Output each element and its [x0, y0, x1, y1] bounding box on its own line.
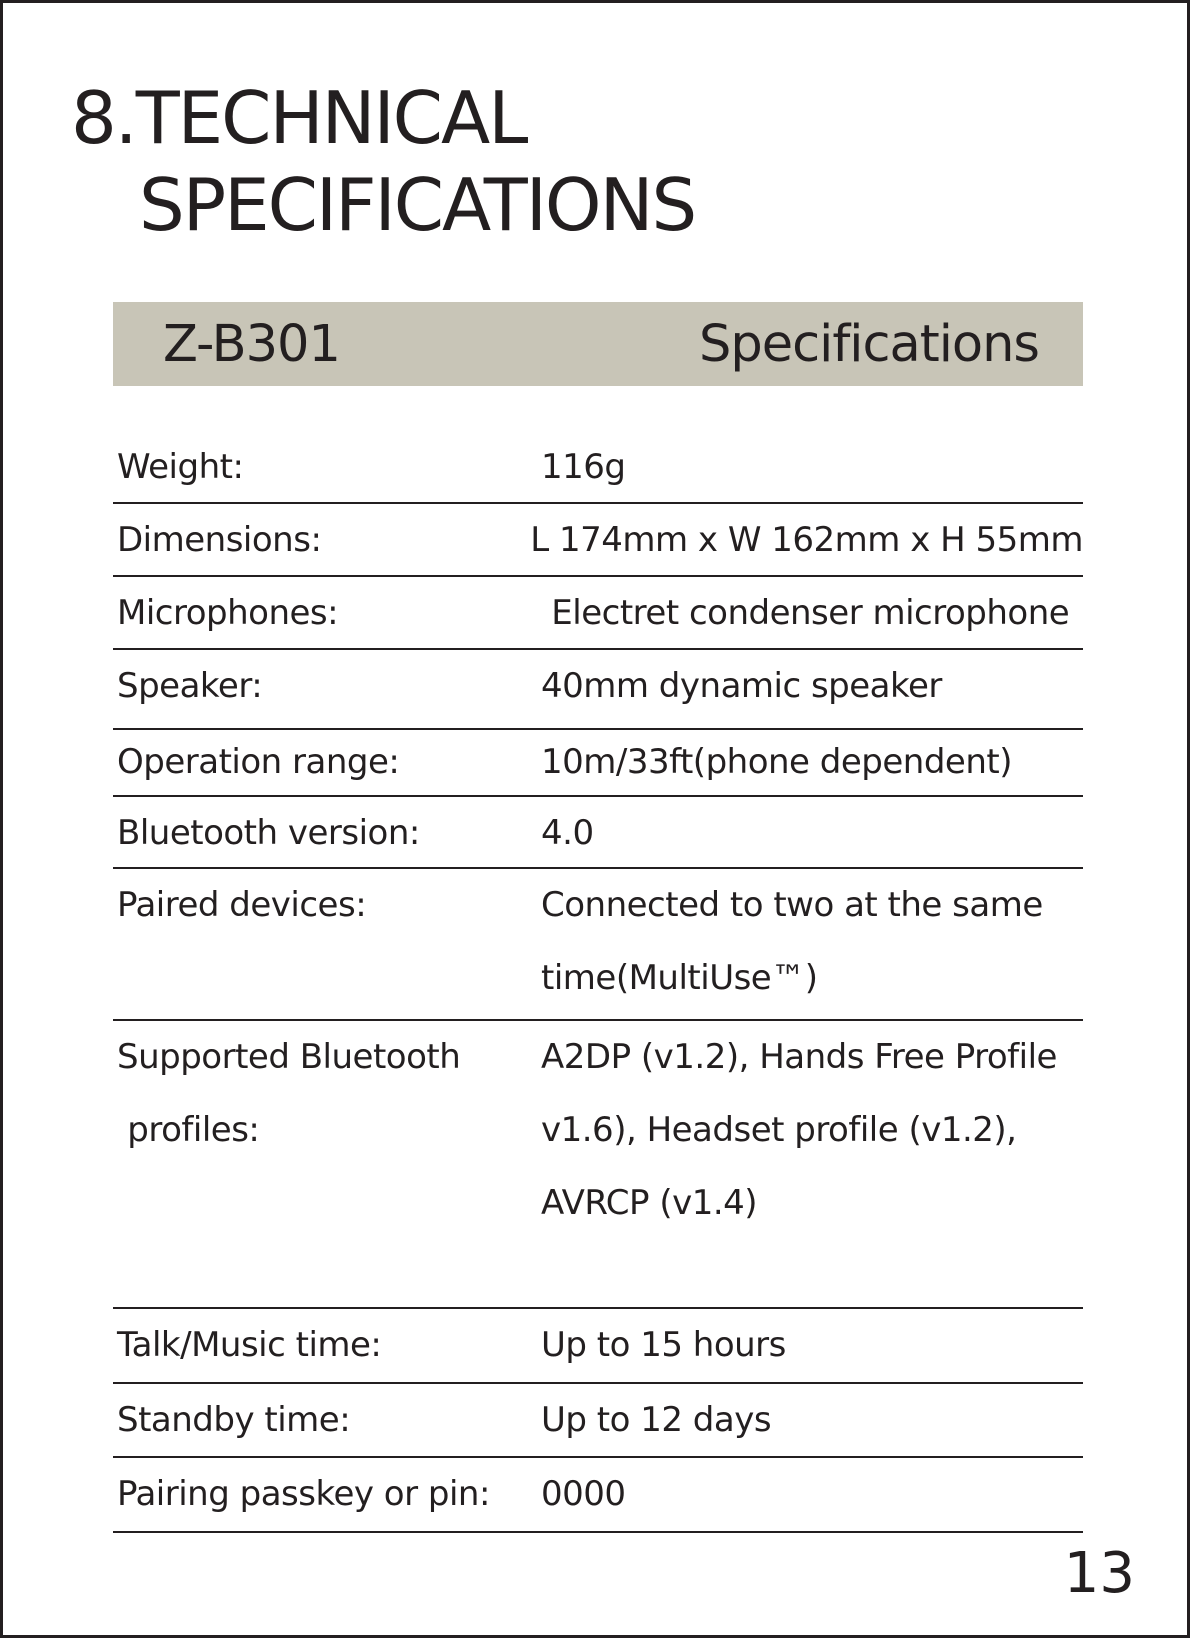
title-line-2: SPECIFICATIONS	[139, 163, 696, 247]
spec-row-bluetooth-profiles	[113, 1021, 1083, 1309]
spec-value: Connected to two at the same time(MultiUse™)	[541, 885, 1043, 998]
spec-value: 10m/33ft(phone dependent)	[541, 742, 1012, 782]
spec-value: 116g	[541, 447, 626, 487]
spec-row-standby-time	[113, 1384, 1083, 1458]
model-name: Z-B301	[163, 314, 340, 374]
spec-table	[113, 431, 1083, 1533]
spec-label: Talk/Music time:	[117, 1325, 382, 1365]
spec-row-speaker	[113, 650, 1083, 730]
spec-label: Pairing passkey or pin:	[117, 1474, 490, 1514]
spec-row-microphones	[113, 577, 1083, 650]
spec-value: A2DP (v1.2), Hands Free Profile v1.6), Headset profile (v1.2), AVRCP (v1.4)	[541, 1037, 1057, 1223]
spec-label: Dimensions:	[117, 520, 322, 560]
spec-table-header	[113, 302, 1083, 386]
spec-value: Up to 15 hours	[541, 1325, 786, 1365]
spec-label: Bluetooth version:	[117, 813, 420, 853]
spec-label: Supported Bluetooth profiles:	[117, 1037, 461, 1150]
spec-row-pairing-pin	[113, 1458, 1083, 1533]
spec-value: 40mm dynamic speaker	[541, 666, 942, 706]
spec-row-operation-range	[113, 730, 1083, 797]
spec-label: Microphones:	[117, 593, 339, 633]
page-number: 13	[1063, 1541, 1135, 1606]
spec-row-paired-devices	[113, 869, 1083, 1021]
spec-label: Standby time:	[117, 1400, 351, 1440]
spec-value: Up to 12 days	[541, 1400, 772, 1440]
spec-value: 0000	[541, 1474, 626, 1514]
title-line-1: 8.TECHNICAL	[71, 76, 527, 160]
spec-label: Paired devices:	[117, 885, 367, 925]
spec-row-weight	[113, 431, 1083, 504]
specifications-heading: Specifications	[698, 314, 1039, 374]
spec-label: Speaker:	[117, 666, 263, 706]
spec-label: Operation range:	[117, 742, 400, 782]
spec-row-dimensions	[113, 504, 1083, 577]
spec-value: 4.0	[541, 813, 594, 853]
spec-value: L 174mm x W 162mm x H 55mm	[519, 520, 1083, 560]
spec-row-bluetooth-version	[113, 797, 1083, 869]
spec-label: Weight:	[117, 447, 244, 487]
page-title	[71, 75, 695, 249]
spec-value: Electret condenser microphone	[541, 593, 1070, 633]
spec-row-talk-music-time	[113, 1309, 1083, 1384]
